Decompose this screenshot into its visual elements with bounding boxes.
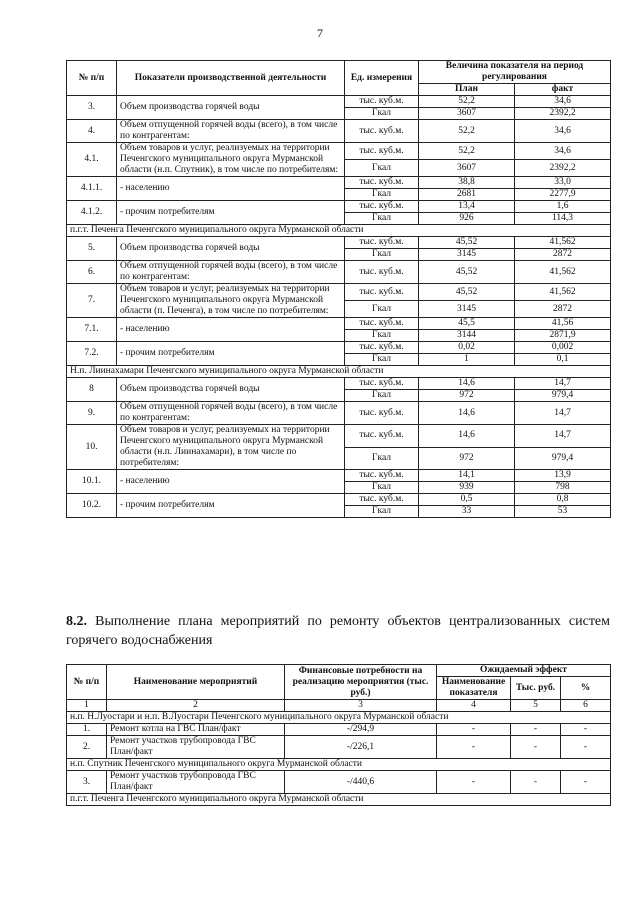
unit-cell: тыс. куб.м. [345,261,419,284]
unit-cell: тыс. куб.м. [345,284,419,301]
unit-cell: тыс. куб.м. [345,470,419,482]
indicator-name: - населению [117,177,345,201]
fact-value: 34,6 [515,96,611,108]
fact-value: 0,8 [515,494,611,506]
plan-value: 3145 [419,249,515,261]
effect-pct-value: - [561,736,611,759]
row-number: 4.1. [67,143,117,177]
fact-value: 114,3 [515,213,611,225]
section-label: н.п. Спутник Печенгского муниципального округа Мурманской области [67,759,611,771]
section-heading-text: Выполнение плана мероприятий по ремонту объектов централизованных систем горячего водоснабжения [66,614,611,648]
table-row [67,771,611,794]
plan-value: 45,52 [419,237,515,249]
production-table-body [67,96,611,518]
indicator-name: Объем отпущенной горячей воды (всего), в том числе по контрагентам: [117,261,345,284]
header-unit: Ед. измерения [345,61,419,96]
unit-cell: тыс. куб.м. [345,201,419,213]
unit-cell: Гкал [345,249,419,261]
unit-cell: тыс. куб.м. [345,402,419,425]
unit-cell: Гкал [345,447,419,470]
row-number: 10.2. [67,494,117,518]
indicator-name: - прочим потребителям [117,342,345,366]
t2-header-effect-name: Наименование показателя [437,677,511,700]
effect-name-value: - [437,724,511,736]
fact-value: 0,1 [515,354,611,366]
table-row [67,724,611,736]
finance-value: -/226,1 [285,736,437,759]
header-fact: факт [515,84,611,96]
section-row [67,759,611,771]
plan-value: 3144 [419,330,515,342]
indicator-name: Объем производства горячей воды [117,378,345,402]
t2-index-cell: 2 [107,700,285,712]
section-label: п.г.т. Печенга Печенгского муниципального округа Мурманской области [67,225,611,237]
plan-value: 3607 [419,160,515,177]
t2-header-name: Наименование мероприятий [107,665,285,700]
fact-value: 14,7 [515,425,611,448]
row-number: 3. [67,96,117,120]
row-number: 8 [67,378,117,402]
table-row [67,425,611,448]
row-number: 6. [67,261,117,284]
indicator-name: Объем товаров и услуг, реализуемых на территории Печенгского муниципального округа Мурманской области (п. Печенга), в том числе по потребителям: [117,284,345,318]
fact-value: 2872 [515,301,611,318]
unit-cell: тыс. куб.м. [345,143,419,160]
plan-value: 52,2 [419,96,515,108]
header-num: № п/п [67,61,117,96]
effect-rub-value: - [511,724,561,736]
fact-value: 13,9 [515,470,611,482]
section-row [67,794,611,806]
fact-value: 2392,2 [515,108,611,120]
unit-cell: Гкал [345,390,419,402]
effect-name-value: - [437,736,511,759]
unit-cell: Гкал [345,354,419,366]
unit-cell: тыс. куб.м. [345,96,419,108]
t2-header-effect: Ожидаемый эффект [437,665,611,677]
plan-value: 13,4 [419,201,515,213]
section-label: п.г.т. Печенга Печенгского муниципального округа Мурманской области [67,794,611,806]
table-row [67,318,611,330]
unit-cell: Гкал [345,189,419,201]
unit-cell: тыс. куб.м. [345,237,419,249]
table-row [67,402,611,425]
t2-header-num: № п/п [67,665,107,700]
t2-index-cell: 3 [285,700,437,712]
t2-header-finance: Финансовые потребности на реализацию мероприятия (тыс. руб.) [285,665,437,700]
plan-value: 45,52 [419,284,515,301]
section-heading-number: 8.2. [66,614,87,629]
unit-cell: тыс. куб.м. [345,177,419,189]
unit-cell: Гкал [345,506,419,518]
production-indicators-table [66,60,611,518]
row-number: 4.1.1. [67,177,117,201]
section-label: Н.п. Лиинахамари Печенгского муниципального округа Мурманской области [67,366,611,378]
fact-value: 798 [515,482,611,494]
fact-value: 53 [515,506,611,518]
fact-value: 14,7 [515,378,611,390]
fact-value: 979,4 [515,390,611,402]
t2-index-cell: 5 [511,700,561,712]
t2-header-effect-rub: Тыс. руб. [511,677,561,700]
fact-value: 41,562 [515,237,611,249]
fact-value: 33,0 [515,177,611,189]
t2-index-cell: 1 [67,700,107,712]
plan-value: 0,02 [419,342,515,354]
row-number: 4.1.2. [67,201,117,225]
plan-value: 33 [419,506,515,518]
plan-value: 14,6 [419,425,515,448]
indicator-name: - прочим потребителям [117,201,345,225]
unit-cell: Гкал [345,160,419,177]
table-row [67,96,611,108]
section-label: н.п. Н.Луостари и н.п. В.Луостари Печенгского муниципального округа Мурманской области [67,712,611,724]
indicator-name: Объем отпущенной горячей воды (всего), в том числе по контрагентам: [117,402,345,425]
row-number: 2. [67,736,107,759]
plan-value: 939 [419,482,515,494]
unit-cell: Гкал [345,108,419,120]
table-row [67,470,611,482]
fact-value: 2277,9 [515,189,611,201]
table-row [67,261,611,284]
unit-cell: тыс. куб.м. [345,342,419,354]
indicator-name: - прочим потребителям [117,494,345,518]
header-plan: План [419,84,515,96]
row-number: 10.1. [67,470,117,494]
fact-value: 34,6 [515,120,611,143]
plan-value: 14,6 [419,378,515,390]
plan-value: 14,1 [419,470,515,482]
row-number: 7.2. [67,342,117,366]
unit-cell: Гкал [345,330,419,342]
fact-value: 34,6 [515,143,611,160]
row-number: 3. [67,771,107,794]
fact-value: 2872 [515,249,611,261]
fact-value: 2392,2 [515,160,611,177]
table-row [67,143,611,160]
table-row [67,120,611,143]
table-row [67,494,611,506]
unit-cell: тыс. куб.м. [345,318,419,330]
table-row [67,342,611,354]
effect-name-value: - [437,771,511,794]
measure-name: Ремонт котла на ГВС План/факт [107,724,285,736]
repair-table-body [67,712,611,806]
table-row [67,201,611,213]
fact-value: 41,562 [515,261,611,284]
effect-pct-value: - [561,771,611,794]
section-row [67,225,611,237]
indicator-name: Объем товаров и услуг, реализуемых на территории Печенгского муниципального округа Мурманской области (н.п. Спутник), в том числе по потребителям: [117,143,345,177]
row-number: 1. [67,724,107,736]
plan-value: 14,6 [419,402,515,425]
unit-cell: тыс. куб.м. [345,120,419,143]
fact-value: 979,4 [515,447,611,470]
effect-pct-value: - [561,724,611,736]
plan-value: 3607 [419,108,515,120]
unit-cell: Гкал [345,482,419,494]
effect-rub-value: - [511,736,561,759]
header-value-group: Величина показателя на период регулирования [419,61,611,84]
t2-index-cell: 6 [561,700,611,712]
measure-name: Ремонт участков трубопровода ГВС План/факт [107,771,285,794]
unit-cell: тыс. куб.м. [345,425,419,448]
row-number: 5. [67,237,117,261]
finance-value: -/294,9 [285,724,437,736]
fact-value: 1,6 [515,201,611,213]
plan-value: 1 [419,354,515,366]
indicator-name: - населению [117,470,345,494]
t2-index-cell: 4 [437,700,511,712]
indicator-name: Объем производства горячей воды [117,237,345,261]
section-row [67,712,611,724]
unit-cell: Гкал [345,301,419,318]
row-number: 9. [67,402,117,425]
unit-cell: тыс. куб.м. [345,494,419,506]
measure-name: Ремонт участков трубопровода ГВС План/факт [107,736,285,759]
plan-value: 0,5 [419,494,515,506]
finance-value: -/440,6 [285,771,437,794]
table-row [67,736,611,759]
plan-value: 52,2 [419,120,515,143]
unit-cell: тыс. куб.м. [345,378,419,390]
plan-value: 2681 [419,189,515,201]
row-number: 7. [67,284,117,318]
table-row [67,378,611,390]
table-row [67,284,611,301]
plan-value: 52,2 [419,143,515,160]
header-indicator: Показатели производственной деятельности [117,61,345,96]
plan-value: 3145 [419,301,515,318]
table-row [67,237,611,249]
fact-value: 14,7 [515,402,611,425]
indicator-name: - населению [117,318,345,342]
plan-value: 972 [419,447,515,470]
page-number: 7 [317,26,323,40]
fact-value: 41,56 [515,318,611,330]
row-number: 4. [67,120,117,143]
table-row [67,177,611,189]
section-row [67,366,611,378]
plan-value: 38,8 [419,177,515,189]
section-heading [66,612,610,650]
plan-value: 926 [419,213,515,225]
indicator-name: Объем отпущенной горячей воды (всего), в том числе по контрагентам: [117,120,345,143]
unit-cell: Гкал [345,213,419,225]
repair-plan-table [66,664,611,806]
fact-value: 0,002 [515,342,611,354]
row-number: 10. [67,425,117,470]
indicator-name: Объем производства горячей воды [117,96,345,120]
plan-value: 45,52 [419,261,515,284]
indicator-name: Объем товаров и услуг, реализуемых на территории Печенгского муниципального округа Мурманской области (н.п. Лиинахамари), в том числе по потребителям: [117,425,345,470]
plan-value: 45,5 [419,318,515,330]
effect-rub-value: - [511,771,561,794]
plan-value: 972 [419,390,515,402]
fact-value: 41,562 [515,284,611,301]
fact-value: 2871,9 [515,330,611,342]
row-number: 7.1. [67,318,117,342]
t2-header-effect-pct: % [561,677,611,700]
